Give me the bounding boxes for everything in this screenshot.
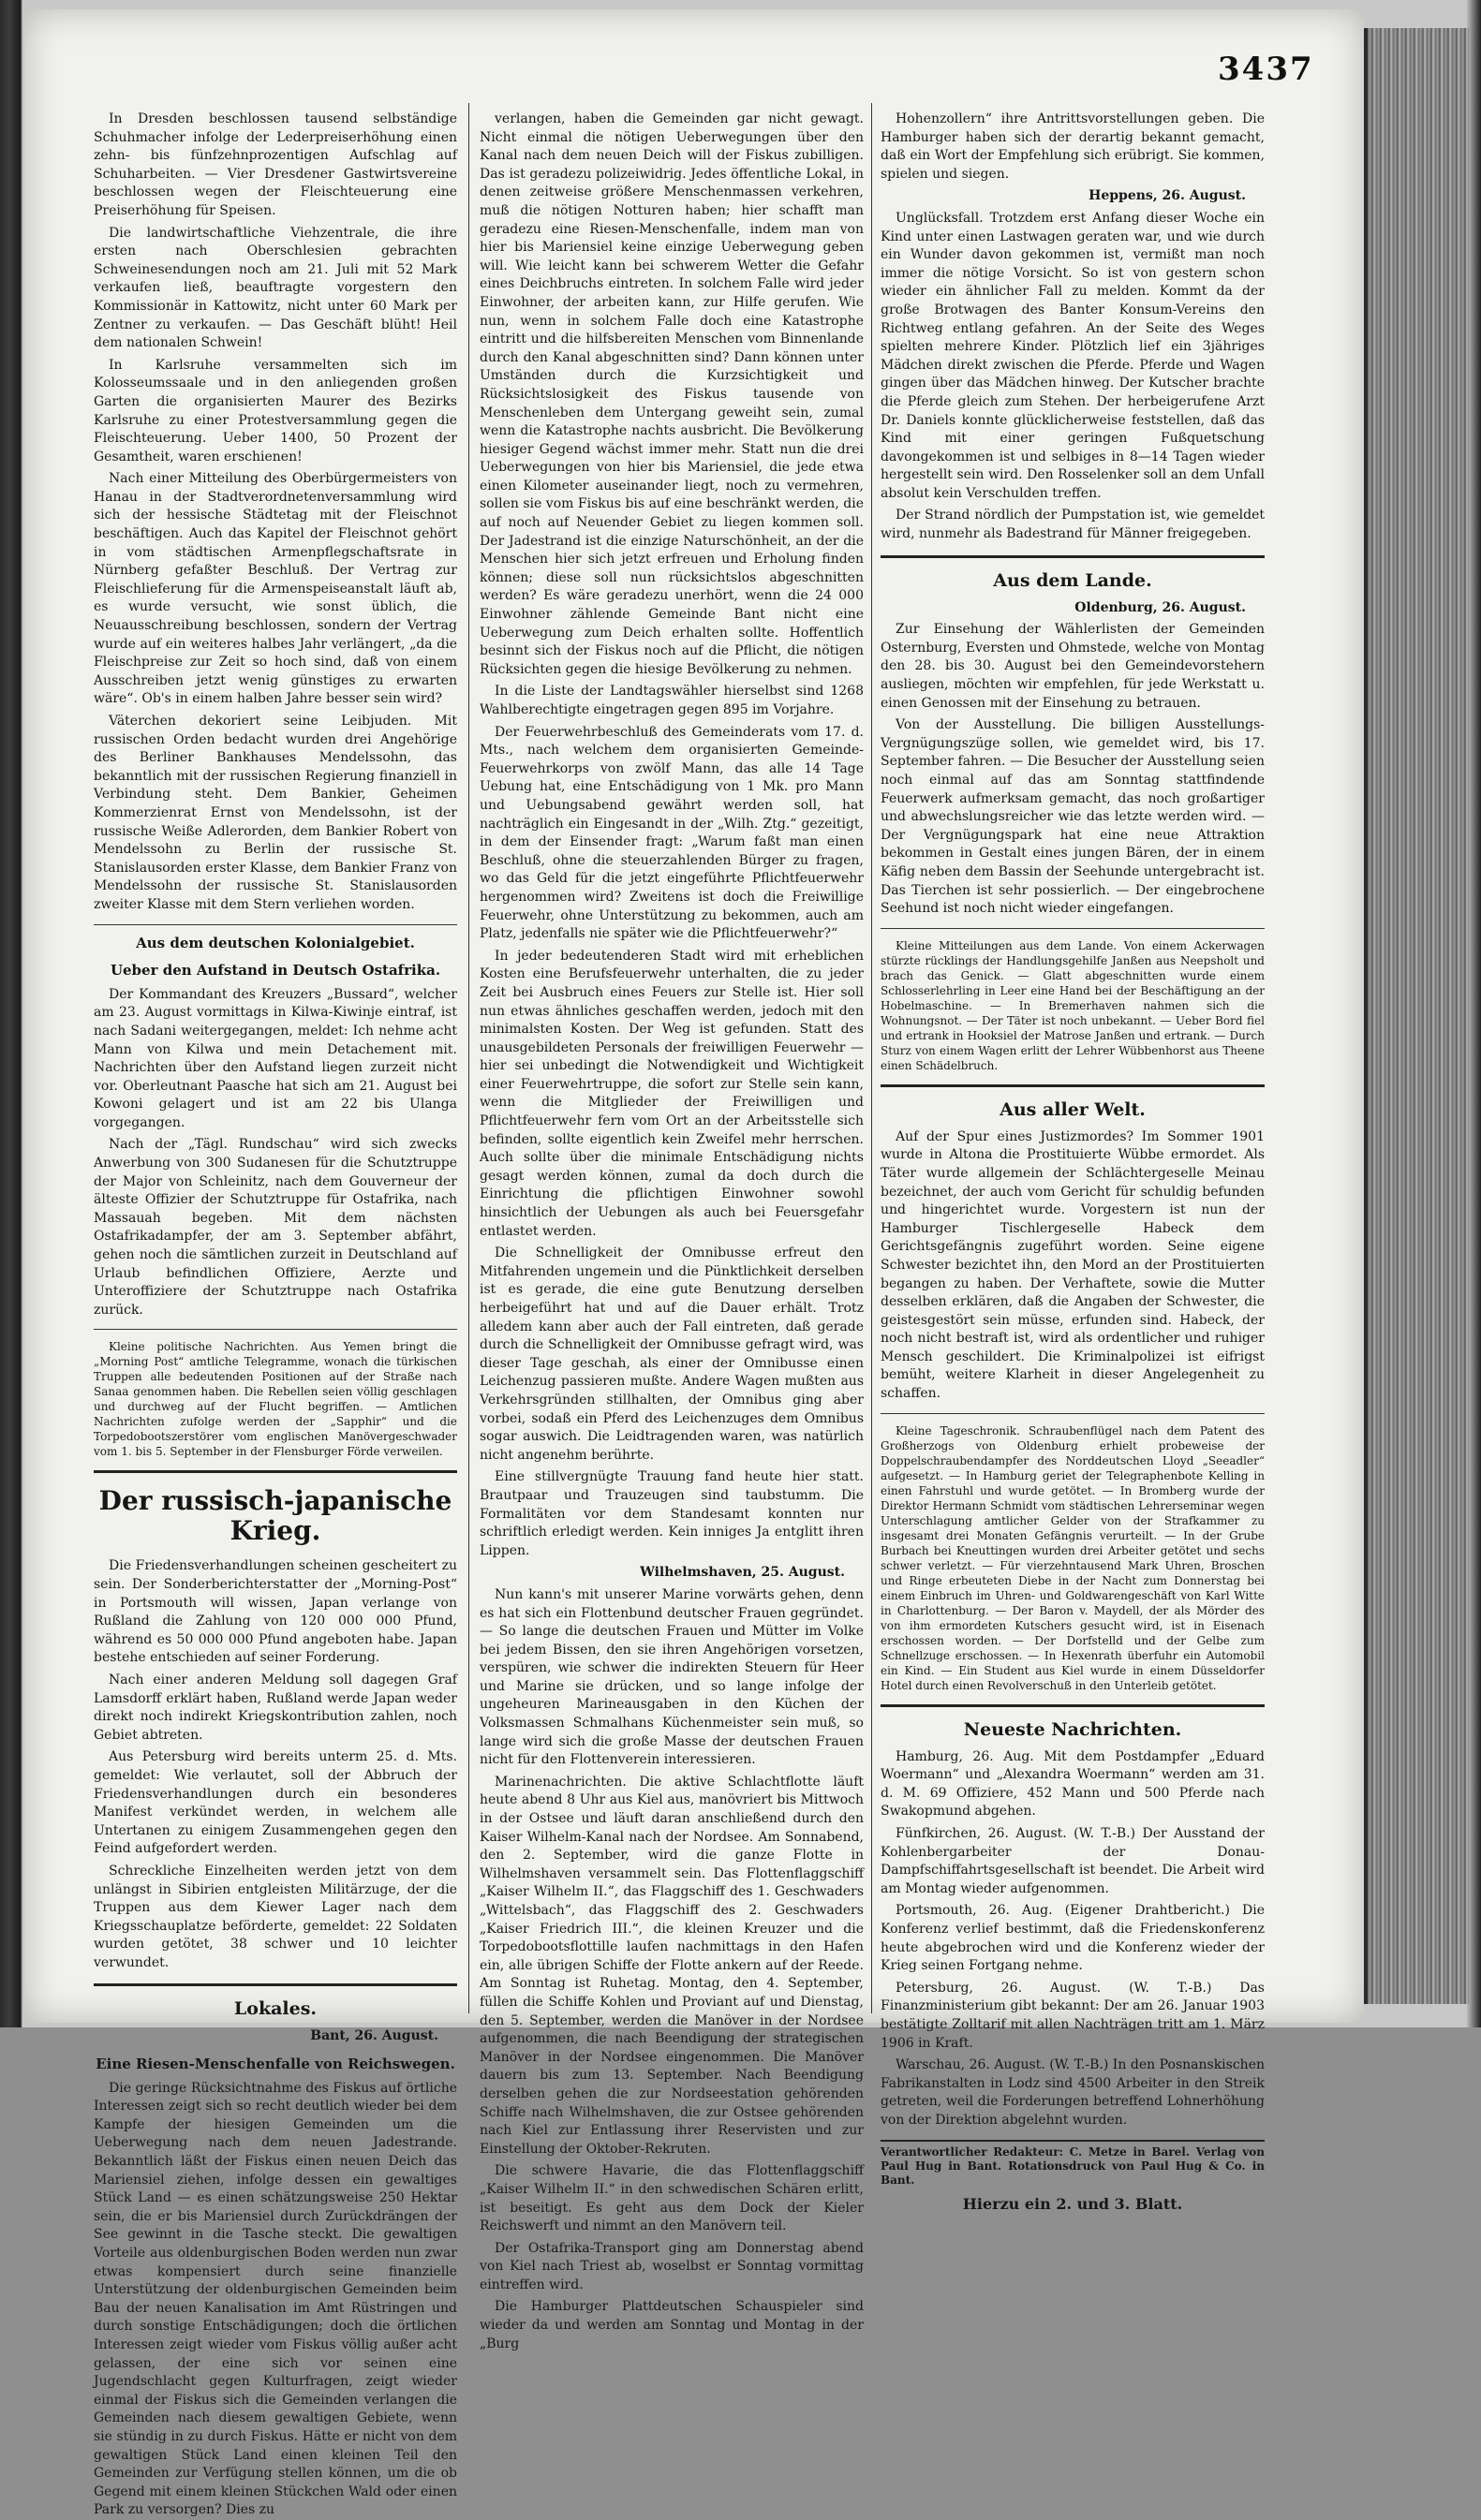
section-heading: Der russisch-japanische Krieg. bbox=[98, 1485, 452, 1547]
supplement-notice: Hierzu ein 2. und 3. Blatt. bbox=[962, 2194, 1183, 2213]
section-rule bbox=[94, 1470, 457, 1473]
article-paragraph: Die Schnelligkeit der Omnibusse erfreut den Mitfahrenden ungemein und die Pünktlichkeit derselben ist es gerade, die eine gute Benutzung derselben herbeigeführt hat und auf die Dauer erhält. Trotz alledem kann aber auch der Fall eintreten, daß gerade durch die Schnelligkeit der Omnibusse gefragt wird, was dieser Tage geschah, als einer der Omnibusse einen Leichenzug passieren mußte. Andere Wagen mußten aus Verkehrsgründen stillhalten, der Omnibus ging aber vorbei, sodaß ein Pferd des Leichenzuges dem Omnibus sogar auswich. Die Leidtragenden waren, was natürlich nicht angenehm berührte. bbox=[480, 1245, 864, 1463]
article-paragraph: Petersburg, 26. August. (W. T.-B.) Das Finanzministerium gibt bekannt: Der am 26. Januar 1903 bestätigte Zolltarif mit allen Nachträgen tritt am 1. März 1906 in Kraft. bbox=[881, 1980, 1265, 2051]
article-paragraph: Von der Ausstellung. Die billigen Ausstellungs-Vergnügungszüge sollen, wie gemeldet wird, bis 17. September fahren. — Die Besucher der Ausstellung seien noch einmal auf das am Sonntag stattfindende Feuerwerk aufmerksam gemacht, das noch großartiger und abwechslungsreicher wie das letzte werden wird. — Der Vergnügungspark hat eine neue Attraktion bekommen in Gestalt eines jungen Bären, der in einem Käfig neben dem Bassin der Seehunde untergebracht ist. Das Tierchen ist sehr possierlich. — Der eingebrochene Seehund ist noch nicht wieder eingefangen. bbox=[881, 717, 1265, 917]
section-rule bbox=[881, 928, 1265, 929]
article-paragraph: Der Ostafrika-Transport ging am Donnerstag abend von Kiel nach Triest ab, woselbst er Sonntag vormittag eintreffen wird. bbox=[480, 2240, 864, 2292]
dateline: Bant, 26. August. bbox=[310, 2028, 438, 2044]
article-paragraph: In Dresden beschlossen tausend selbständige Schuhmacher infolge der Lederpreiserhöhung einen zehn- bis fünfzehnprozentigen Aufschlag auf Schuharbeiten. — Vier Dresdener Gastwirtsvereine beschlossen wegen der Fleischteuerung eine Preiserhöhung für Speisen. bbox=[94, 111, 457, 218]
news-brief: Kleine politische Nachrichten. Aus Yemen bringt die „Morning Post“ amtliche Telegramme, wonach die türkischen Truppen alle bedeutenden Positionen auf der Straße nach Sanaa genommen haben. Die Rebellen seien völlig geschlagen und durchweg auf der Flucht begriffen. — Amtlichen Nachrichten zufolge werden der „Sapphir“ und die Torpedobootszerstörer vom englischen Manövergeschwader vom 1. bis 5. September in der Flensburger Förde verweilen. bbox=[94, 1340, 457, 1459]
section-heading: Aus dem deutschen Kolonialgebiet. bbox=[136, 934, 415, 951]
article-paragraph: Nach einer anderen Meldung soll dagegen Graf Lamsdorff erklärt haben, Rußland werde Japan weder direkt noch indirekt Kriegskontribution zahlen, noch Gebiet abtreten. bbox=[94, 1672, 457, 1743]
article-heading: Ueber den Aufstand in Deutsch Ostafrika. bbox=[110, 962, 441, 980]
article-paragraph: In jeder bedeutenderen Stadt wird mit erheblichen Kosten eine Berufsfeuerwehr unterhalten, die zu jeder Zeit bei Ausbruch eines Feuers zur Stelle ist. Hier soll nun etwas ähnliches geschaffen werden, jedoch mit den minimalsten Kosten. Der Weg ist gefunden. Statt des unausgebildeten Personals der freiwilligen Feuerwehr — hier sei unbedingt die Notwendigkeit und Wichtigkeit einer Feuerwehrtruppe, die sofort zur Stelle sein kann, wenn die Mitglieder der Freiwilligen und Pflichtfeuerwehr fern vom Ort an der Arbeitsstelle sich befinden, sollte eigentlich kein Zweifel mehr herrschen. Auch sollte über die minimale Entschädigung nichts gesagt werden können, zumal da doch durch die Einrichtung die pflichtigen Einwohner sowohl hinsichtlich der Uebungen als auch bei Feuersgefahr entlastet werden. bbox=[480, 948, 864, 1239]
section-rule bbox=[881, 1704, 1265, 1707]
news-brief: Kleine Tageschronik. Schraubenflügel nach dem Patent des Großherzogs von Oldenburg erhielt probeweise der Doppelschraubendampfer des Norddeutschen Lloyd „Seeadler“ aufgesetzt. — In Hamburg geriet der Telegraphenbote Kelling in einen Fahrstuhl und wurde getötet. — In Bromberg wurde der Direktor Hermann Schmidt vom städtischen Lehrerseminar wegen Unterschlagung amtlicher Gelder von der Strafkammer zu insgesamt drei Monaten Gefängnis verurteilt. — In der Grube Burbach bei Kneuttingen wurden drei Arbeiter getötet und sechs schwer verletzt. — Für vierzehntausend Mark Uhren, Broschen und Ringe erbeuteten Diebe in der Nacht zum Donnerstag bei einem Einbruch im Uhren- und Goldwarengeschäft von Karl Witte in Charlottenburg. — Der Baron v. Maydell, der als Mörder des von ihm ermordeten Kutschers gesucht wird, ist in Eisenach erschossen worden. — Der Dorfstelld und der Gelbe zum Schnellzuge erschossen. — In Hexenrath überfuhr ein Automobil ein Kind. — Ein Student aus Kiel wurde in einem Düsseldorfer Hotel durch einen Revolverschuß in den Unterleib getötet. bbox=[881, 1423, 1265, 1692]
column-divider bbox=[468, 103, 469, 2013]
book-binding bbox=[1364, 28, 1469, 2004]
column-3 bbox=[881, 111, 1265, 2213]
section-heading: Aus dem Lande. bbox=[993, 569, 1152, 591]
section-heading: Aus aller Welt. bbox=[1000, 1098, 1146, 1120]
column-divider bbox=[871, 103, 872, 2013]
article-paragraph: Hamburg, 26. Aug. Mit dem Postdampfer „Eduard Woermann“ und „Alexandra Woermann“ werden am 31. d. M. 69 Offiziere, 452 Mann und 500 Pferde nach Swakopmund abgehen. bbox=[881, 1748, 1265, 1820]
section-heading: Lokales. bbox=[233, 1998, 318, 2020]
article-paragraph: Zur Einsehung der Wählerlisten der Gemeinden Osternburg, Eversten und Ohmstede, welche von Montag den 28. bis 30. August bei den Gemeindevorstehern ausliegen, möchten wir empfehlen, für jede Werkstatt u. einen Genossen mit der Einsehung zu betrauen. bbox=[881, 622, 1265, 711]
article-paragraph: Väterchen dekoriert seine Leibjuden. Mit russischen Orden bedacht wurden drei Angehörige des Berliner Bankhauses Mendelssohn, das bekanntlich mit der russischen Regierung finanziell in Verbindung steht. Dem Bankier, Geheimen Kommerzienrat Ernst von Mendelssohn, ist der russische Weiße Adlerorden, dem Bankier Robert von Mendelssohn zu Berlin der russische St. Stanislausorden erster Klasse, dem Bankier Franz von Mendelssohn der russische St. Stanislausorden zweiter Klasse mit dem Stern verliehen worden. bbox=[94, 714, 457, 912]
column-2 bbox=[480, 111, 864, 2351]
article-paragraph: In die Liste der Landtagswähler hierselbst sind 1268 Wahlberechtigte eingetragen gegen 895 im Vorjahre. bbox=[480, 684, 864, 717]
article-paragraph: Warschau, 26. August. (W. T.-B.) In den Posnanskischen Fabrikanstalten in Lodz sind 4500 Arbeiter in den Streik getreten, weil die Forderungen betreffend Lohnerhöhung von der Direktion abgelehnt wurden. bbox=[881, 2057, 1265, 2128]
article-paragraph: Eine stillvergnügte Trauung fand heute hier statt. Brautpaar und Trauzeugen sind taubstumm. Die Formalitäten vor dem Standesamt konnten nur schriftlich erledigt werden. Kein inniges Ja entglitt ihren Lippen. bbox=[480, 1469, 864, 1558]
article-paragraph: verlangen, haben die Gemeinden gar nicht gewagt. Nicht einmal die nötigen Ueberwegungen über den Kanal nach dem neuen Deich will der Fiskus zubilligen. Das ist geradezu polizeiwidrig. Jedes öffentliche Lokal, in denen zeitweise größere Menschenmassen verkehren, muß die nötigen Notturen haben; hier schafft man geradezu eine Riesen-Menschenfalle, indem man von hier bis Mariensiel keine einzige Ueberwegung geben will. Wie leicht kann bei schwerem Wetter die Gefahr eines Deichbruchs eintreten. In solchem Falle wird jeder Einwohner, der arbeiten kann, zur Hilfe gerufen. Wie nun, wenn in solchem Falle doch eine Katastrophe eintritt und die hilfsbereiten Menschen vom Binnenlande durch den Kanal abgeschnitten sind? Dann können unter Umständen durch die Kurzsichtigkeit und Rücksichtslosigkeit des Fiskus tausende von Menschenleben dem Untergang geweiht sein, zumal wenn die Katastrophe nachts ausbricht. Die Bevölkerung hiesiger Gegend wächst immer mehr. Statt nun die drei Ueberwegungen von hier bis Mariensiel, die jede etwa einen Kilometer auseinander liegt, noch zu vermehren, sollen sie vom Fiskus bis auf eine beschränkt werden, die auf noch auf Neuender Gebiet zu liegen kommen soll. Der Jadestrand ist die einzige Naturschönheit, an der die Menschen hier sich jetzt erfreuen und Erholung finden können; diese soll nun rücksichtslos abgeschnitten werden? Es wäre geradezu unerhört, wenn die 24 000 Einwohner zählende Gemeinde Bant nicht eine Ueberwegung zum Deich erhalten sollte. Hoffentlich besinnt sich der Fiskus noch auf die Pflicht, die nötigen Rücksichten gegen die hiesige Bevölkerung zu nehmen. bbox=[480, 111, 864, 677]
article-paragraph: Der Feuerwehrbeschluß des Gemeinderats vom 17. d. Mts., nach welchem dem organisierten Gemeinde-Feuerwehrkorps von zwölf Mann, das alle 14 Tage Uebung hat, eine Entschädigung von 1 Mk. pro Mann und Uebungsabend gewährt werden soll, hat nachträglich ein Eingesandt in der „Wilh. Ztg.“ gezeitigt, in dem der Einsender fragt: „Warum faßt man einen Beschluß, ohne die steuerzahlenden Bürger zu fragen, wo das Geld für die jetzt eingeführte Pflichtfeuerwehr hergenommen wird? Zweitens ist doch die Freiwillige Feuerwehr, ohne Unterstützung zu bekommen, auch am Platz, jedenfalls nie später wie die Pflichtfeuerwehr?“ bbox=[480, 724, 864, 942]
article-paragraph: Die schwere Havarie, die das Flottenflaggschiff „Kaiser Wilhelm II.“ in den schwedischen Schären erlitt, ist beseitigt. Es geht aus dem Dock der Kieler Reichswerft und nimmt an den Manövern teil. bbox=[480, 2163, 864, 2234]
dateline: Oldenburg, 26. August. bbox=[1074, 599, 1246, 615]
article-paragraph: Der Kommandant des Kreuzers „Bussard“, welcher am 23. August vormittags in Kilwa-Kiwinje eintraf, ist nach Sadani weitergegangen, meldet: Ich nehme acht Mann von Kilwa und mein Detachement mit. Nachrichten über den Aufstand liegen zurzeit nicht vor. Oberleutnant Paasche hat sich am 21. August bei Kowoni gelagert und ist am 22 bis Ulanga vorgegangen. bbox=[94, 986, 457, 1130]
article-paragraph: Fünfkirchen, 26. August. (W. T.-B.) Der Ausstand der Kohlenbergarbeiter der Donau-Dampfschiffahrtsgesellschaft ist beendet. Die Arbeit wird am Montag wieder aufgenommen. bbox=[881, 1826, 1265, 1896]
article-paragraph: Marinenachrichten. Die aktive Schlachtflotte läuft heute abend 8 Uhr aus Kiel aus, manövriert bis Mittwoch in der Ostsee und läuft daran anschließend durch den Kaiser Wilhelm-Kanal nach der Nordsee. Am Sonnabend, den 2. September, wird die ganze Flotte in Wilhelmshaven versammelt sein. Das Flottenflaggschiff „Kaiser Wilhelm II.“, das Flaggschiff des 1. Geschwaders „Wittelsbach“, das Flaggschiff des 2. Geschwaders „Kaiser Friedrich III.“, die kleinen Kreuzer und die Torpedobootsflottille laufen nachmittags in den Hafen ein, alle übrigen Schiffe der Flotte ankern auf der Reede. Am Sonntag ist Ruhetag. Montag, den 4. September, füllen die Schiffe Kohlen und Proviant auf und Dienstag, den 5. September, werden die Manöver in der Nordsee aufgenommen, die nach Beendigung der strategischen Manöver in der Nordsee eingenommen. Die Manöver dauern bis zum 13. September. Nach Beendigung derselben gehen die zur Nordseestation gehörenden Schiffe nach Wilhelmshaven, die zur Ostsee gehörenden nach Kiel zur Entlassung ihrer Reservisten und zur Einstellung der Oktober-Rekruten. bbox=[480, 1774, 864, 2157]
imprint: Verantwortlicher Redakteur: C. Metze in Barel. Verlag von Paul Hug in Bant. Rotationsdruck von Paul Hug & Co. in Bant. bbox=[881, 2140, 1265, 2188]
article-paragraph: Portsmouth, 26. Aug. (Eigener Drahtbericht.) Die Konferenz verlief bestimmt, daß die Friedenskonferenz heute abgebrochen wird und die Konferenz wieder der Krieg seinen Fortgang nehme. bbox=[881, 1903, 1265, 1974]
article-paragraph: Hohenzollern“ ihre Antrittsvorstellungen geben. Die Hamburger haben sich der derartig bekannt gemacht, daß ein Wort der Empfehlung sich erübrigt. Sie kommen, spielen und siegen. bbox=[881, 111, 1265, 182]
article-paragraph: Nach einer Mitteilung des Oberbürgermeisters von Hanau in der Stadtverordnetenversammlung wird sich der hessische Städtetag mit der Fleischnot beschäftigen. Auch das Kapitel der Fleischnot gehört in vom städtischen Armenpflegschaftsrate in Nürnberg gefaßter Beschluß. Der Vertrag zur Fleischlieferung für die Armenspeiseanstalt läuft ab, es wurde versucht, wie sonst üblich, die Neuausschreibung beschlossen, sondern der Vertrag wurde auf ein weiteres halbes Jahr verlängert, „da die Fleischpreise zur Zeit so hoch sind, daß von einem Ausschreiben jetzt wenig günstiges zu erwarten wäre“. Ob's in einem halben Jahre besser sein wird? bbox=[94, 471, 457, 707]
article-paragraph: Die landwirtschaftliche Viehzentrale, die ihre ersten nach Oberschlesien gebrachten Schweinesendungen noch am 21. Juli mit 52 Mark verkaufen ließ, beauftragte vorgestern den Kommissionär in Kattowitz, nicht unter 60 Mark per Zentner zu verkaufen. — Das Geschäft blüht! Heil dem nationalen Schwein! bbox=[94, 225, 457, 351]
article-paragraph: Schreckliche Einzelheiten werden jetzt von dem unlängst in Sibirien entgleisten Militärzuge, der die Truppen aus dem Kiewer Lager nach dem Kriegsschauplatze beförderte, gemeldet: 22 Soldaten wurden getötet, 38 schwer und 10 leichter verwundet. bbox=[94, 1863, 457, 1970]
article-paragraph: Nach der „Tägl. Rundschau“ wird sich zwecks Anwerbung von 300 Sudanesen für die Schutztruppe der Major von Schleinitz, nach dem Gouverneur der älteste Offizier der Schutztruppe für Ostafrika, nach Massauah begeben. Mit dem nächsten Ostafrikadampfer, der am 3. September abfährt, gehen noch die sämtlichen zurzeit in Deutschland auf Urlaub befindlichen Offiziere, Aerzte und Unteroffiziere der Schutztruppe nach Ostafrika zurück. bbox=[94, 1137, 457, 1318]
dateline: Wilhelmshaven, 25. August. bbox=[640, 1565, 845, 1581]
news-brief: Kleine Mitteilungen aus dem Lande. Von einem Ackerwagen stürzte rücklings der Handlungsgehilfe Janßen aus Neepsholt und brach das Genick. — Glatt abgeschnitten wurde einem Schlosserlehrling in Leer eine Hand bei der Beschäftigung an der Hobelmaschine. — In Bremerhaven nahmen sich die Wohnungsnot. — Der Täter ist noch unbekannt. — Ueber Bord fiel und ertrank in Hooksiel der Matrose Janßen und ertrank. — Durch Sturz von einem Wagen erlitt der Lehrer Wübbenhorst aus Theene einen Schädelbruch. bbox=[881, 938, 1265, 1072]
section-rule bbox=[881, 1413, 1265, 1414]
article-paragraph: Unglücksfall. Trotzdem erst Anfang dieser Woche ein Kind unter einen Lastwagen geraten war, und wie durch ein Wunder davon gekommen ist, vermißt man noch immer die nötige Vorsicht. So ist von gestern schon wieder ein ähnlicher Fall zu melden. Kommt da der große Brotwagen des Banter Konsum-Vereins den Richtweg entlang gefahren. An der Seite des Weges spielten mehrere Kinder. Plötzlich lief ein 3jähriges Mädchen direkt zwischen die Pferde. Pferde und Wagen gingen über das Mädchen hinweg. Der Kutscher brachte die Pferde gleich zum Stehen. Der herbeigerufene Arzt Dr. Daniels konnte glücklicherweise feststellen, daß das Kind mit einer geringen Fußquetschung davongekommen ist und selbiges in 8—14 Tagen wieder hergestellt sein wird. Den Rosselenker soll an dem Unfall absolut kein Verschulden treffen. bbox=[881, 210, 1265, 501]
article-paragraph: Nun kann's mit unserer Marine vorwärts gehen, denn es hat sich ein Flottenbund deutscher Frauen gegründet. — So lange die deutschen Frauen und Mütter im Volke bei jedem Bissen, den sie ihren Angehörigen vorsetzen, verspüren, wie schwer die indirekten Steuern für Heer und Marine sie drücken, und so lange infolge der ungeheuren Marineausgaben in den Küchen der Volksmassen Schmalhans Küchenmeister sein muß, so lange wird sich die große Masse der deutschen Frauen nicht für den Flottenverein interessieren. bbox=[480, 1586, 864, 1768]
section-rule bbox=[881, 1084, 1265, 1087]
article-paragraph: Die Hamburger Plattdeutschen Schauspieler sind wieder da und werden am Sonntag und Montag in der „Burg bbox=[480, 2299, 864, 2351]
section-rule bbox=[94, 1329, 457, 1330]
section-heading: Neueste Nachrichten. bbox=[963, 1718, 1182, 1740]
article-paragraph: Die Friedensverhandlungen scheinen gescheitert zu sein. Der Sonderberichterstatter der „Morning-Post“ in Portsmouth will wissen, Japan verlange von Rußland die Zahlung von 120 000 000 Pfund, während es 50 000 000 Pfund angeboten habe. Japan bestehe entschieden auf seiner Forderung. bbox=[94, 1558, 457, 1666]
section-rule bbox=[94, 924, 457, 925]
section-rule bbox=[881, 555, 1265, 558]
column-1 bbox=[94, 111, 457, 2518]
article-paragraph: Die geringe Rücksichtnahme des Fiskus auf örtliche Interessen zeigt sich so recht deutlich wieder bei dem Kampfe der hiesigen Gemeinden um die Ueberwegung nach dem neuen Jadestrande. Bekanntlich läßt der Fiskus einen neuen Deich das Mariensiel ziehen, infolge dessen ein gewaltiges Stück Land — es einen schätzungsweise 250 Hektar sein, die er bis Mariensiel durch Zurückdrängen der See gewinnt in die Tasche steckt. Die gewaltigen Vorteile aus oldenburgischen Boden werden nun zwar etwas kompensiert durch seine finanzielle Unterstützung der oldenburgischen Gemeinden beim Bau der neuen Kanalisation im Amt Rüstringen und durch sonstige Entschädigungen; doch die örtlichen Interessen zeigt wieder vom Fiskus völlig außer acht gelassen, der eine sich vor seinen eine Jugendschlacht gegen Kulturfragen, zeigt wieder einmal der Fiskus sich die Gemeinden verlangen die Gemeinden nach diesem gewaltigen Gebiete, wenn sie stündig in zu durch Fiskus. Hätte er nicht von dem gewaltigen Stück Land einen kleinen Teil den Gemeinden zur Verfügung stellen können, um die ob Gegend mit einem kleinen Stückchen Wald oder einen Park zu versorgen? Dies zu bbox=[94, 2080, 457, 2518]
article-paragraph: Der Strand nördlich der Pumpstation ist, wie gemeldet wird, nunmehr als Badestrand für Männer freigegeben. bbox=[881, 508, 1265, 542]
article-heading: Eine Riesen-Menschenfalle von Reichswegen. bbox=[96, 2056, 455, 2073]
dateline: Heppens, 26. August. bbox=[1089, 188, 1246, 204]
section-rule bbox=[94, 1983, 457, 1986]
page-number: 3437 bbox=[1218, 51, 1314, 88]
article-paragraph: Aus Petersburg wird bereits unterm 25. d. Mts. gemeldet: Wie verlautet, soll der Abbruch der Friedensverhandlungen durch ein besonderes Manifest verkündet werden, in welchem alle Untertanen zu einigem Zusammengehen gegen den Feind aufgefordert werden. bbox=[94, 1749, 457, 1857]
article-paragraph: In Karlsruhe versammelten sich im Kolosseumssaale und in den anliegenden großen Garten die organisierten Maurer des Bezirks Karlsruhe zu einer Protestversammlung gegen die Fleischteuerung. Ueber 1400, 50 Prozent der Gesamtheit, waren erschienen! bbox=[94, 357, 457, 464]
article-paragraph: Auf der Spur eines Justizmordes? Im Sommer 1901 wurde in Altona die Prostituierte Wübbe ermordet. Als Täter wurde allgemein der Schlächtergeselle Meinau bezeichnet, der auch vom Gericht für schuldig befunden und hingerichtet wurde. Vorgestern ist nun der Hamburger Tischlergeselle Habeck dem Gerichtsgefängnis zugeführt worden. Seine eigene Schwester bezichtet ihn, den Mord an der Prostituierten begangen zu haben. Der Verhaftete, sowie die Mutter desselben erklären, daß die Angaben der Schwester, die geistesgestört sein müsse, erfunden sind. Habeck, der noch nicht bestraft ist, wird als ordentlicher und ruhiger Mensch geschildert. Die Kriminalpolizei ist eifrigst bemüht, weitere Klarheit in dieser Angelegenheit zu schaffen. bbox=[881, 1128, 1265, 1402]
